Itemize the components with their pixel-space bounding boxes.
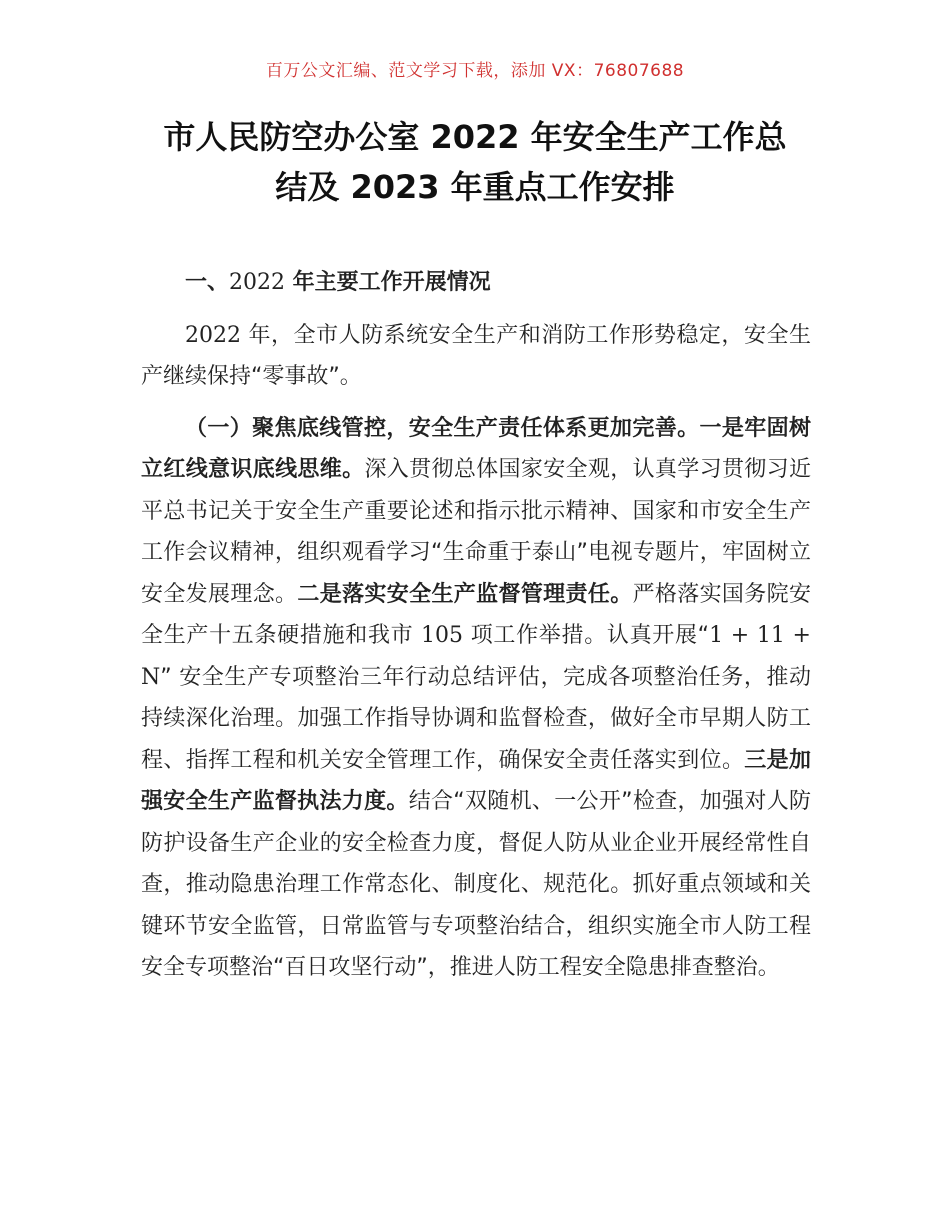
summary-text: 年，全市人防系统安全生产和消防工作形势稳定，安全生产继续保持“零事故”。 xyxy=(141,322,811,389)
number-1-11-n: 1 + 11 + N xyxy=(141,623,811,690)
subsection-point-2: 二是落实安全生产监督管理责任。 xyxy=(297,581,633,607)
section-rest: 年主要工作开展情况 xyxy=(285,270,491,295)
watermark-header: 百万公文汇编、范文学习下载，添加 VX：76807688 xyxy=(265,61,685,81)
section-prefix: 一、 xyxy=(185,270,230,295)
section-heading-1 xyxy=(141,262,811,304)
subsection-text-3: 结合“双随机、一公开”检查，加强对人防防护设备生产企业的安全检查力度，督促人防从业企业开展经常性自查，推动隐患治理工作常态化、制度化、规范化。抓好重点领域和关键环节安全监管，日常监管与专项整治结合，组织实施全市人防工程安全专项整治“百日攻坚行动”，推进人防工程安全隐患排查整治。 xyxy=(141,789,811,980)
subsection-text-2b: 项工作举措。认真开展“ xyxy=(463,623,710,648)
subsection-text-1: 深入贯彻总体国家安全观，认真学习贯彻习近平总书记关于安全生产重要论述和指示批示精神、国家和市安全生产工作会议精神，组织观看学习“生命重于泰山”电视专题片，牢固树立安全发展理念。 xyxy=(141,457,811,607)
subsection-text-2c: ” 安全生产专项整治三年行动总结评估，完成各项整治任务，推动持续深化治理。加强工作指导协调和监督检查，做好全市早期人防工程、指挥工程和机关安全管理工作，确保安全责任落实到位。 xyxy=(141,664,811,773)
subsection-point-3: 三是加强安全生产监督执法力度。 xyxy=(141,747,811,814)
number-105: 105 xyxy=(421,623,464,648)
subsection-text-2a: 严格落实国务院安全生产十五条硬措施和我市 xyxy=(141,581,811,648)
title-line-2: 结及 2023 年重点工作安排 xyxy=(275,168,675,206)
paragraph-subsection-1 xyxy=(141,408,811,989)
document-title xyxy=(100,112,850,212)
subsection-heading: （一）聚焦底线管控，安全生产责任体系更加完善。一是牢固树立红线意识底线思维。 xyxy=(141,415,811,482)
section-year: 2022 xyxy=(229,270,286,295)
title-line-1: 市人民防空办公室 2022 年安全生产工作总 xyxy=(163,118,787,156)
paragraph-summary xyxy=(141,315,811,398)
summary-year: 2022 xyxy=(185,322,241,348)
document-body xyxy=(141,262,811,999)
